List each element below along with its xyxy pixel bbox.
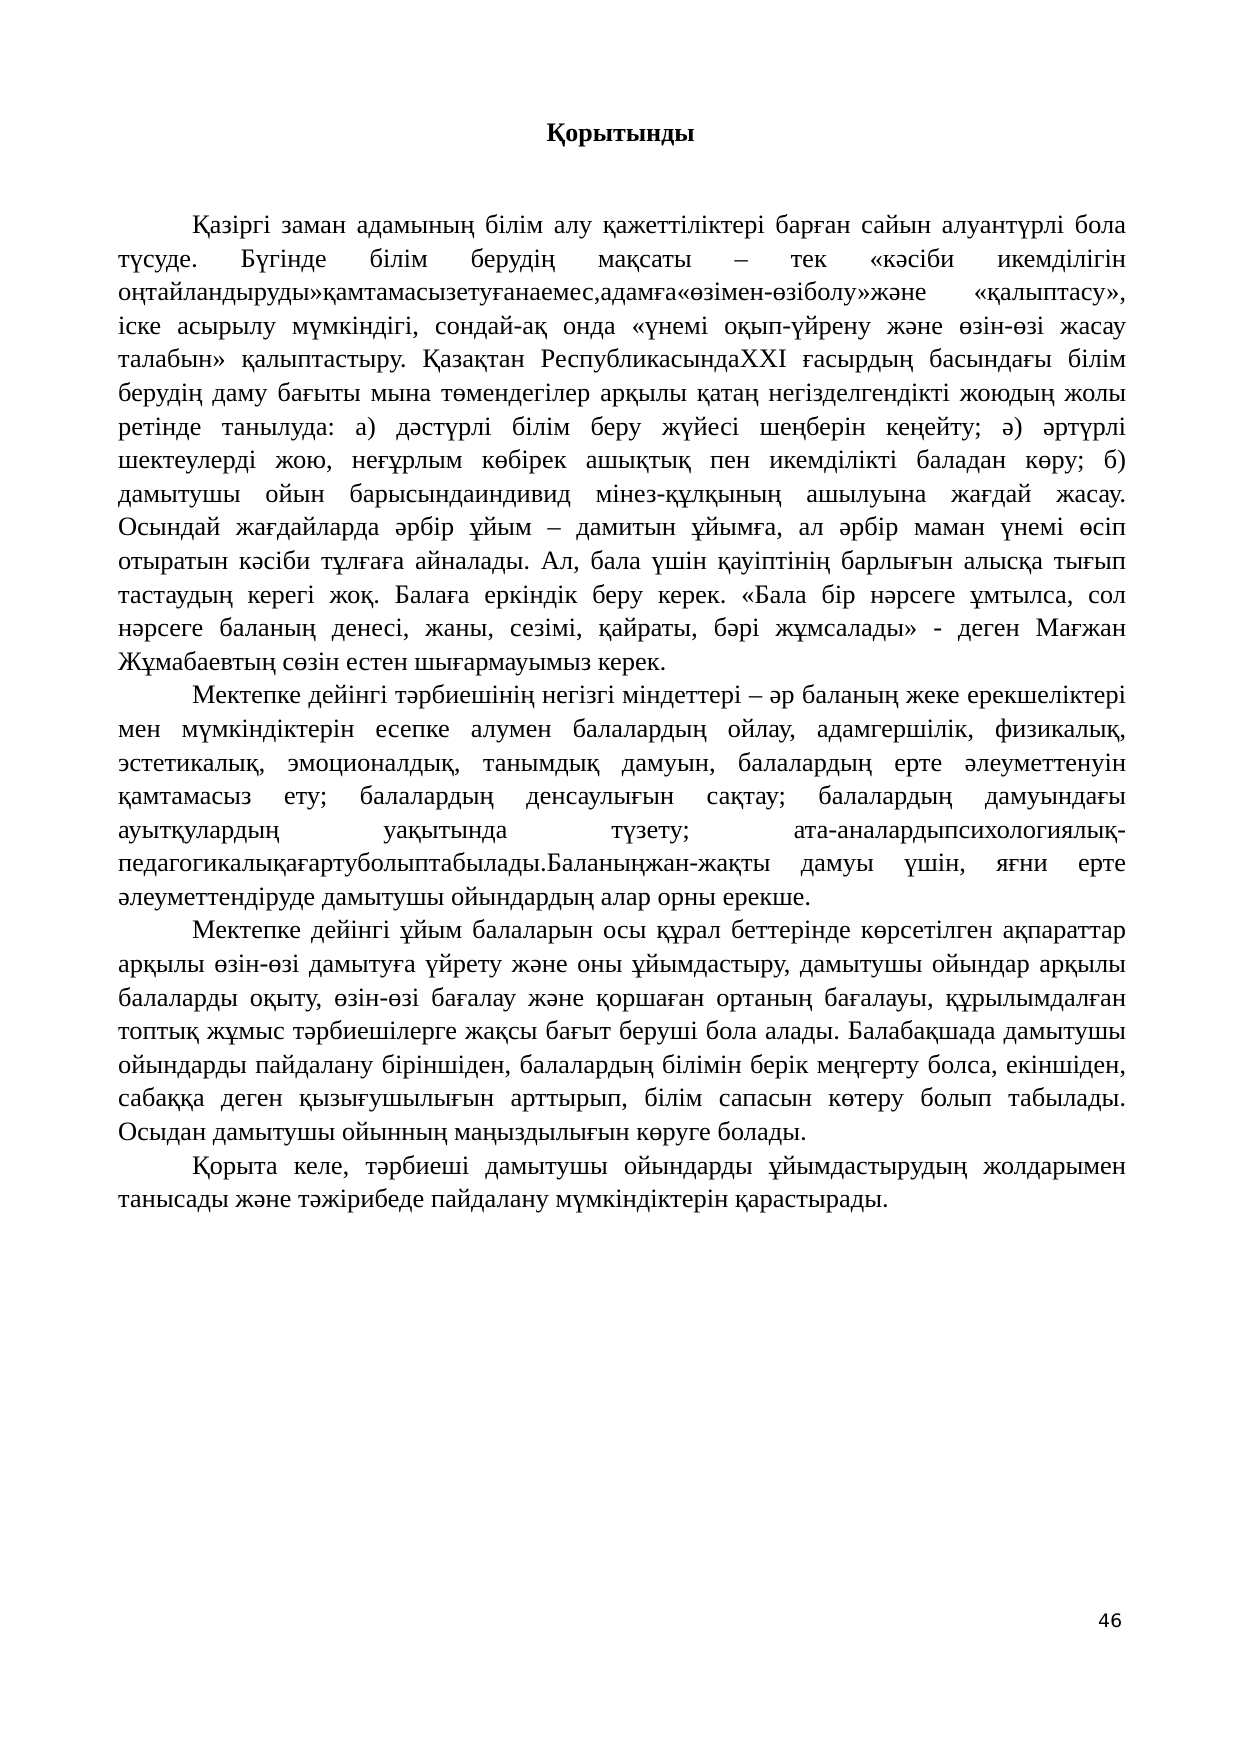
paragraph-3: Мектепке дейінгі ұйым балаларын осы құрал беттерінде көрсетілген ақпараттар арқылы өзін-өзі дамытуға үйрету және оны ұйымдастыру, дамытушы ойындар арқылы балаларды оқыту, өзін-өзі бағалау және қоршаған ортаның бағалауы, құрылымдалған топтық жұмыс тәрбиешілерге жақсы бағыт беруші бола алады. Балабақшада дамытушы ойындарды пайдалану біріншіден, балалардың білімін берік меңгерту болса, екіншіден, сабаққа деген қызығушылығын арттырып, білім сапасын көтеру болып табылады. Осыдан дамытушы ойынның маңыздылығын көруге болады.: [118, 914, 1126, 1147]
page-number: 46: [1098, 1610, 1123, 1632]
paragraph-1: Қазіргі заман адамының білім алу қажеттіліктері барған сайын алуантүрлі бола түсуде. Бүгінде білім берудің мақсаты – тек «кәсіби икемділігін оңтайландыруды»қамтамасызетуғанаемес,адамға«өзімен-өзіболу»және «қалыптасу», іске асырылу мүмкіндігі, сондай-ақ онда «үнемі оқып-үйрену және өзін-өзі жасау талабын» қалыптастыру. Қазақтан РеспубликасындаXXI ғасырдың басындағы білім берудің даму бағыты мына төмендегілер арқылы қатаң негізделгендікті жоюдың жолы ретінде танылуда: а) дәстүрлі білім беру жүйесі шеңберін кеңейту; ә) әртүрлі шектеулерді жою, неғұрлым көбірек ашықтық пен икемділікті баладан көру; б) дамытушы ойын барысындаиндивид мінез-құлқының ашылуына жағдай жасау. Осындай жағдайларда әрбір ұйым – дамитын ұйымға, ал әрбір маман үнемі өсіп отыратын кәсіби тұлғаға айналады. Ал, бала үшін қауіптінің барлығын алысқа тығып тастаудың керегі жоқ. Балаға еркіндік беру керек. «Бала бір нәрсеге ұмтылса, сол нәрсеге баланың денесі, жаны, сезімі, қайраты, бәрі жұмсалады» - деген Мағжан Жұмабаевтың сөзін естен шығармауымыз керек.: [118, 209, 1126, 676]
body-text: [118, 208, 1126, 1216]
paragraph-2: Мектепке дейінгі тәрбиешінің негізгі міндеттері – әр баланың жеке ерекшеліктері мен мүмкіндіктерін есепке алумен балалардың ойлау, адамгершілік, физикалық, эстетикалық, эмоционалдық, танымдық дамуын, балалардың ерте әлеуметтенуін қамтамасыз ету; балалардың денсаулығын сақтау; балалардың дамуындағы ауытқулардың уақытында түзету; ата-аналардыпсихологиялық-педагогикалықағартуболыптабылады.Баланыңжан-жақты дамуы үшін, яғни ерте әлеуметтендіруде дамытушы ойындардың алар орны ерекше.: [118, 679, 1126, 911]
paragraph-4: Қорыта келе, тәрбиеші дамытушы ойындарды ұйымдастырудың жолдарымен танысады және тәжірибеде пайдалану мүмкіндіктерін қарастырады.: [118, 1149, 1126, 1214]
page-title: Қорытынды: [546, 118, 695, 147]
